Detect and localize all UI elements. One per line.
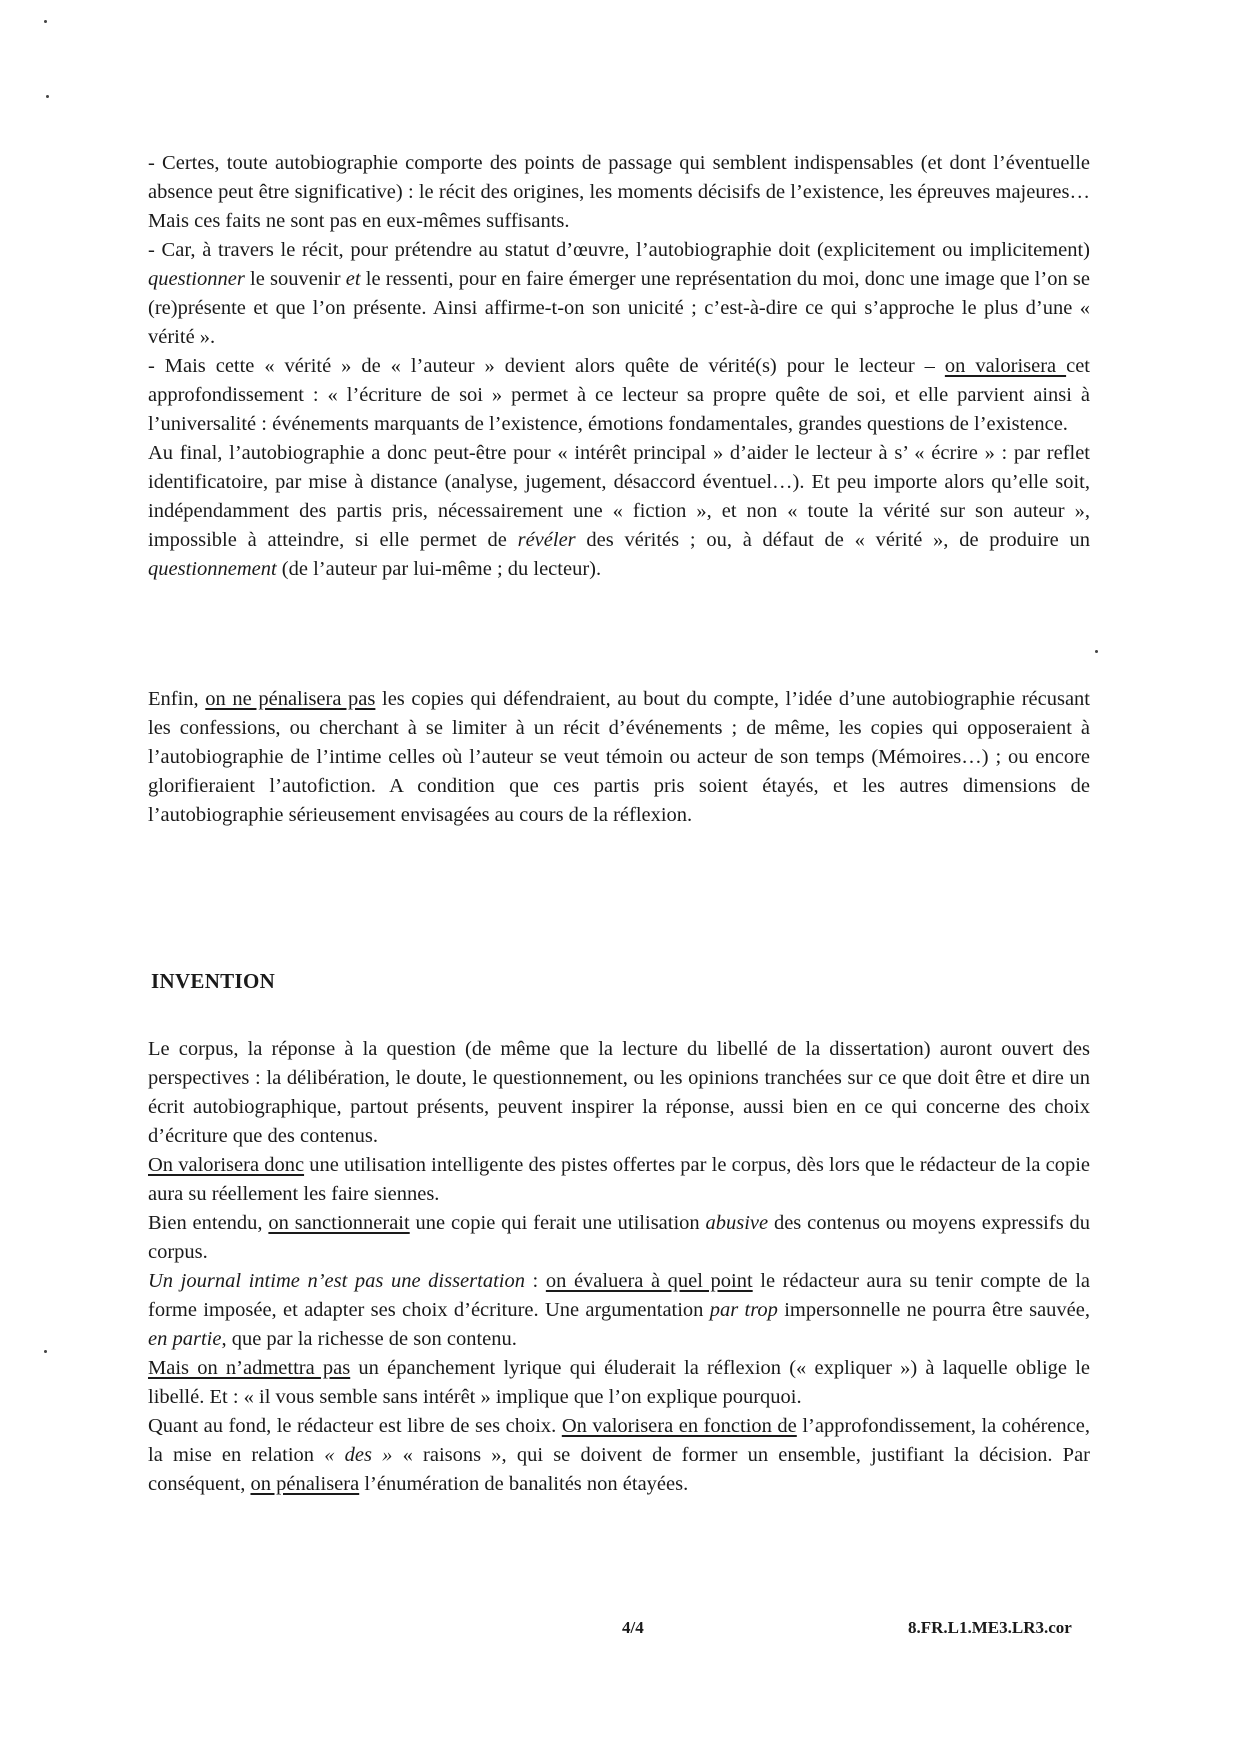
invention-criteria-section xyxy=(148,1035,1090,1499)
underlined-text: Mais on n’admettra pas xyxy=(148,1357,351,1379)
dissertation-criteria-section xyxy=(148,149,1090,584)
section-heading-invention: INVENTION xyxy=(151,969,276,993)
paragraph-questionner xyxy=(148,236,1090,352)
paragraph-journal-intime xyxy=(148,1267,1090,1354)
text-run: des vérités ; ou, à défaut de « vérité », de produire un xyxy=(575,529,1090,551)
text-run: l’approfondissement, la cohérence, la mise en relation xyxy=(148,1415,1090,1466)
paragraph-corpus: Le corpus, la réponse à la question (de même que la lecture du libellé de la dissertation) auront ouvert des perspectives : la délibération, le doute, le questionnement, ou les opinions tranchées sur ce que doit être et dire un écrit autobiographique, partout présents, peuvent inspirer la réponse, aussi bien en ce qui concerne des choix d’écriture que des contenus. xyxy=(148,1038,1090,1147)
scan-speck xyxy=(44,20,47,23)
underlined-text: On valorisera donc xyxy=(148,1154,305,1176)
paragraph-au-final xyxy=(148,439,1090,584)
paragraph-valorisera-donc xyxy=(148,1151,1090,1209)
text-run: , que par la richesse de son contenu. xyxy=(221,1328,517,1350)
paragraph-points-de-passage: - Certes, toute autobiographie comporte des points de passage qui semblent indispensables (et dont l’éventuelle absence peut être significative) : le récit des origines, les moments décisifs de l’existence, les épreuves majeures… Mais ces faits ne sont pas en eux-mêmes suffisants. xyxy=(148,152,1090,232)
underlined-text: On valorisera en fonction de xyxy=(561,1415,797,1437)
paragraph-enfin xyxy=(148,685,1090,830)
text-run: cet approfondissement : « l’écriture de soi » permet à ce lecteur sa propre quête de soi, et elle parvient ainsi à l’universalité : événements marquants de l’existence, émotions fondamentales, grandes questions de l’existence. xyxy=(148,355,1090,435)
underlined-text: on ne pénalisera pas xyxy=(205,688,376,710)
text-run: « raisons », qui se doivent de former un ensemble, justifiant la décision. Par conséquent, xyxy=(148,1444,1091,1495)
text-run: Quant au fond, le rédacteur est libre de ses choix. xyxy=(148,1415,562,1437)
scan-speck xyxy=(1095,650,1098,653)
paragraph-admettra-pas xyxy=(148,1354,1090,1412)
text-run: Bien entendu, xyxy=(148,1212,269,1234)
paragraph-quant-au-fond xyxy=(148,1412,1090,1499)
underlined-text: on valorisera xyxy=(944,355,1067,377)
text-run: - Mais cette « vérité » de « l’auteur » devient alors quête de vérité(s) pour le lecteur – xyxy=(148,355,945,377)
page-number: 4/4 xyxy=(622,1618,644,1637)
italic-text: « des » xyxy=(324,1444,393,1466)
italic-text: questionner xyxy=(148,268,245,290)
text-run: Au final, l’autobiographie a donc peut-être pour « intérêt principal » d’aider le lecteur à s’ « écrire » : par reflet identificatoire, par mise à distance (analyse, jugement, désaccord éventuel…). Et peu importe alors qu’elle soit, indépendamment des partis pris, nécessairement une « fiction », et non « toute la vérité sur son auteur », impossible à atteindre, si elle permet de xyxy=(148,442,1090,551)
text-run: les copies qui défendraient, au bout du compte, l’idée d’une autobiographie récusant les confessions, ou cherchant à se limiter à un récit d’événements ; de même, les copies qui opposeraient à l’autobiographie de l’intime celles où l’auteur se veut témoin ou acteur de son temps (Mémoires…) ; ou encore glorifieraient l’autofiction. A condition que ces partis pris soient étayés, et les autres dimensions de l’autobiographie sérieusement envisagées au cours de la réflexion. xyxy=(148,688,1090,826)
italic-text: par trop xyxy=(709,1299,778,1321)
paragraph-sanctionnerait xyxy=(148,1209,1090,1267)
document-reference: 8.FR.L1.ME3.LR3.cor xyxy=(908,1618,1072,1637)
underlined-text: on évaluera à quel point xyxy=(545,1270,753,1292)
text-run: une utilisation intelligente des pistes offertes par le corpus, dès lors que le rédacteur de la copie aura su réellement les faire siennes. xyxy=(148,1154,1090,1205)
text-run: l’énumération de banalités non étayées. xyxy=(359,1473,689,1495)
underlined-text: on sanctionnerait xyxy=(268,1212,410,1234)
scan-speck xyxy=(44,1350,47,1353)
text-run: un épanchement lyrique qui éluderait la réflexion (« expliquer ») à laquelle oblige le libellé. Et : « il vous semble sans intérêt » implique que l’on explique pourquoi. xyxy=(148,1357,1090,1408)
italic-text: abusive xyxy=(705,1212,769,1234)
text-run: des contenus ou moyens expressifs du corpus. xyxy=(148,1212,1091,1263)
text-run: : xyxy=(524,1270,546,1292)
text-run: le souvenir xyxy=(244,268,346,290)
text-run: impersonnelle ne pourra être sauvée, xyxy=(777,1299,1090,1321)
italic-text: révéler xyxy=(517,529,576,551)
italic-text: en partie xyxy=(148,1328,222,1350)
text-run: une copie qui ferait une utilisation xyxy=(409,1212,706,1234)
text-run: le ressenti, pour en faire émerger une représentation du moi, donc une image que l’on se (re)présente et que l’on présente. Ainsi affirme-t-on son unicité ; c’est-à-dire ce qui s’approche le plus d’une « vérité ». xyxy=(148,268,1090,348)
paragraph-verite-lecteur xyxy=(148,352,1090,439)
text-run: - Car, à travers le récit, pour prétendre au statut d’œuvre, l’autobiographie doit (explicitement ou implicitement) xyxy=(148,239,1090,261)
italic-text: questionnement xyxy=(148,558,277,580)
underlined-text: on pénalisera xyxy=(250,1473,360,1495)
italic-text: Un journal intime n’est pas une dissertation xyxy=(148,1270,525,1292)
penalty-note-section xyxy=(148,685,1090,830)
scan-speck xyxy=(46,95,49,98)
text-run: le rédacteur aura su tenir compte de la forme imposée, et adapter ses choix d’écriture. Une argumentation xyxy=(148,1270,1091,1321)
text-run: Enfin, xyxy=(148,688,206,710)
text-run: (de l’auteur par lui-même ; du lecteur). xyxy=(276,558,602,580)
italic-text: et xyxy=(345,268,361,290)
